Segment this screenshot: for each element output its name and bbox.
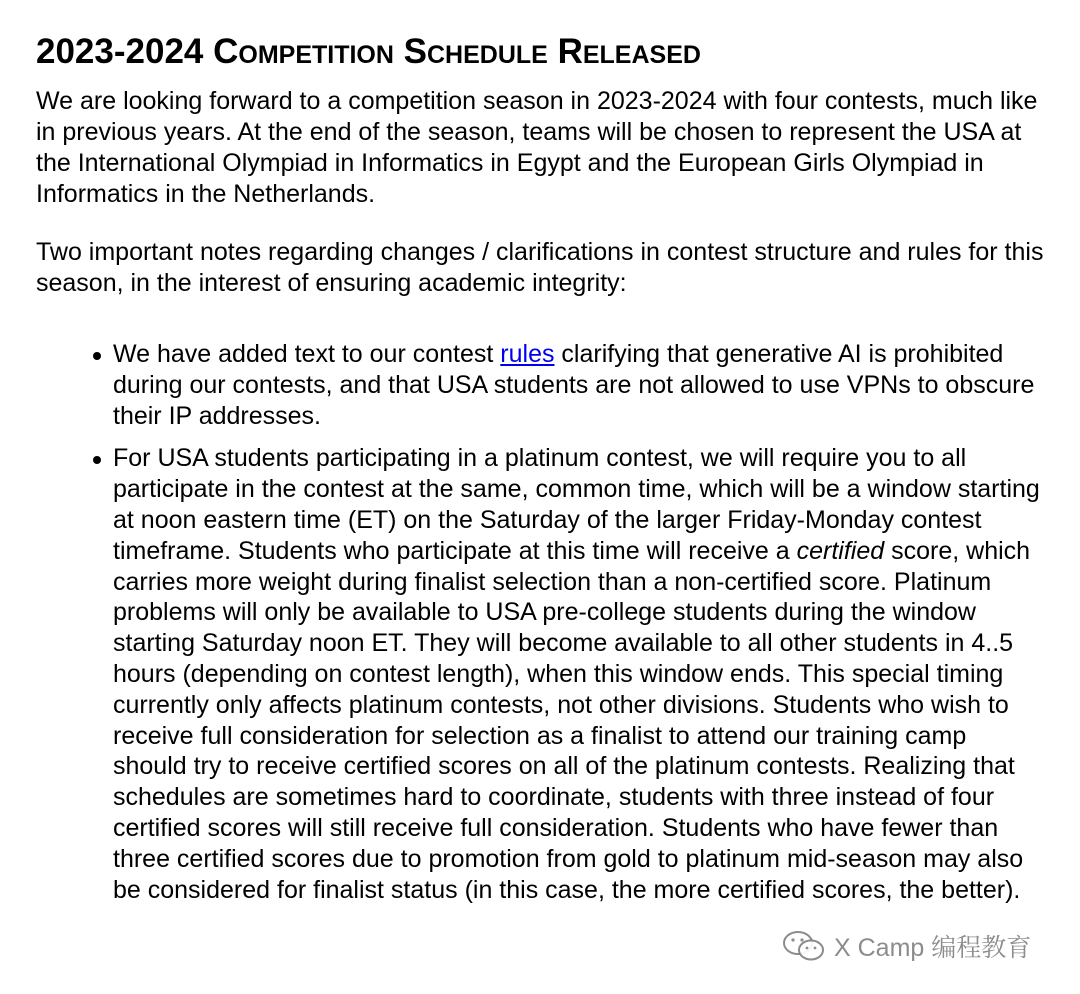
- rules-link[interactable]: rules: [500, 340, 555, 368]
- watermark: [780, 926, 1031, 966]
- watermark-text: X Camp 编程教育: [834, 934, 1032, 962]
- list-item: [113, 339, 1046, 431]
- intro-paragraph: We are looking forward to a competition season in 2023-2024 with four contests, much like in previous years. At the end of the season, teams will be chosen to represent the USA at the International Olympiad in Informatics in Egypt and the European Girls Olympiad in Informatics in the Netherlands.: [36, 87, 1038, 208]
- certified-emphasis: certified: [796, 536, 885, 565]
- wechat-icon: [780, 927, 828, 965]
- list-item-text: For USA students participating in a platinum contest, we will require you to all participate in the contest at the same, common time, which will be a window starting at noon eastern time (ET) on the Saturday of the larger Friday-Monday contest timeframe. Students who participate at this time will receive a: [113, 444, 1040, 565]
- list-item-text: clarifying that generative AI is prohibited during our contests, and that USA students are not allowed to use VPNs to obscure their IP addresses.: [113, 340, 1035, 430]
- notes-list: [36, 339, 1046, 905]
- list-item-text: We have added text to our contest: [113, 340, 501, 368]
- list-item: [113, 443, 1046, 905]
- page-title: 2023-2024 Competition Schedule Released: [36, 32, 701, 71]
- article: [36, 28, 1046, 917]
- list-item-text: score, which carries more weight during finalist selection than a non-certified score. Platinum problems will only be available to USA pre-college students during the window starting Saturday noon ET. They will become available to all other students in 4..5 hours (depending on contest length), when this window ends. This special timing currently only affects platinum contests, not other divisions. Students who wish to receive full consideration for selection as a finalist to attend our training camp should try to receive certified scores on all of the platinum contests. Realizing that schedules are sometimes hard to coordinate, students with three instead of four certified scores will still receive full consideration. Students who have fewer than three certified scores due to promotion from gold to platinum mid-season may also be considered for finalist status (in this case, the more certified scores, the better).: [113, 536, 1031, 904]
- notes-paragraph: Two important notes regarding changes / clarifications in contest structure and rules for this season, in the interest of ensuring academic integrity:: [36, 238, 1044, 297]
